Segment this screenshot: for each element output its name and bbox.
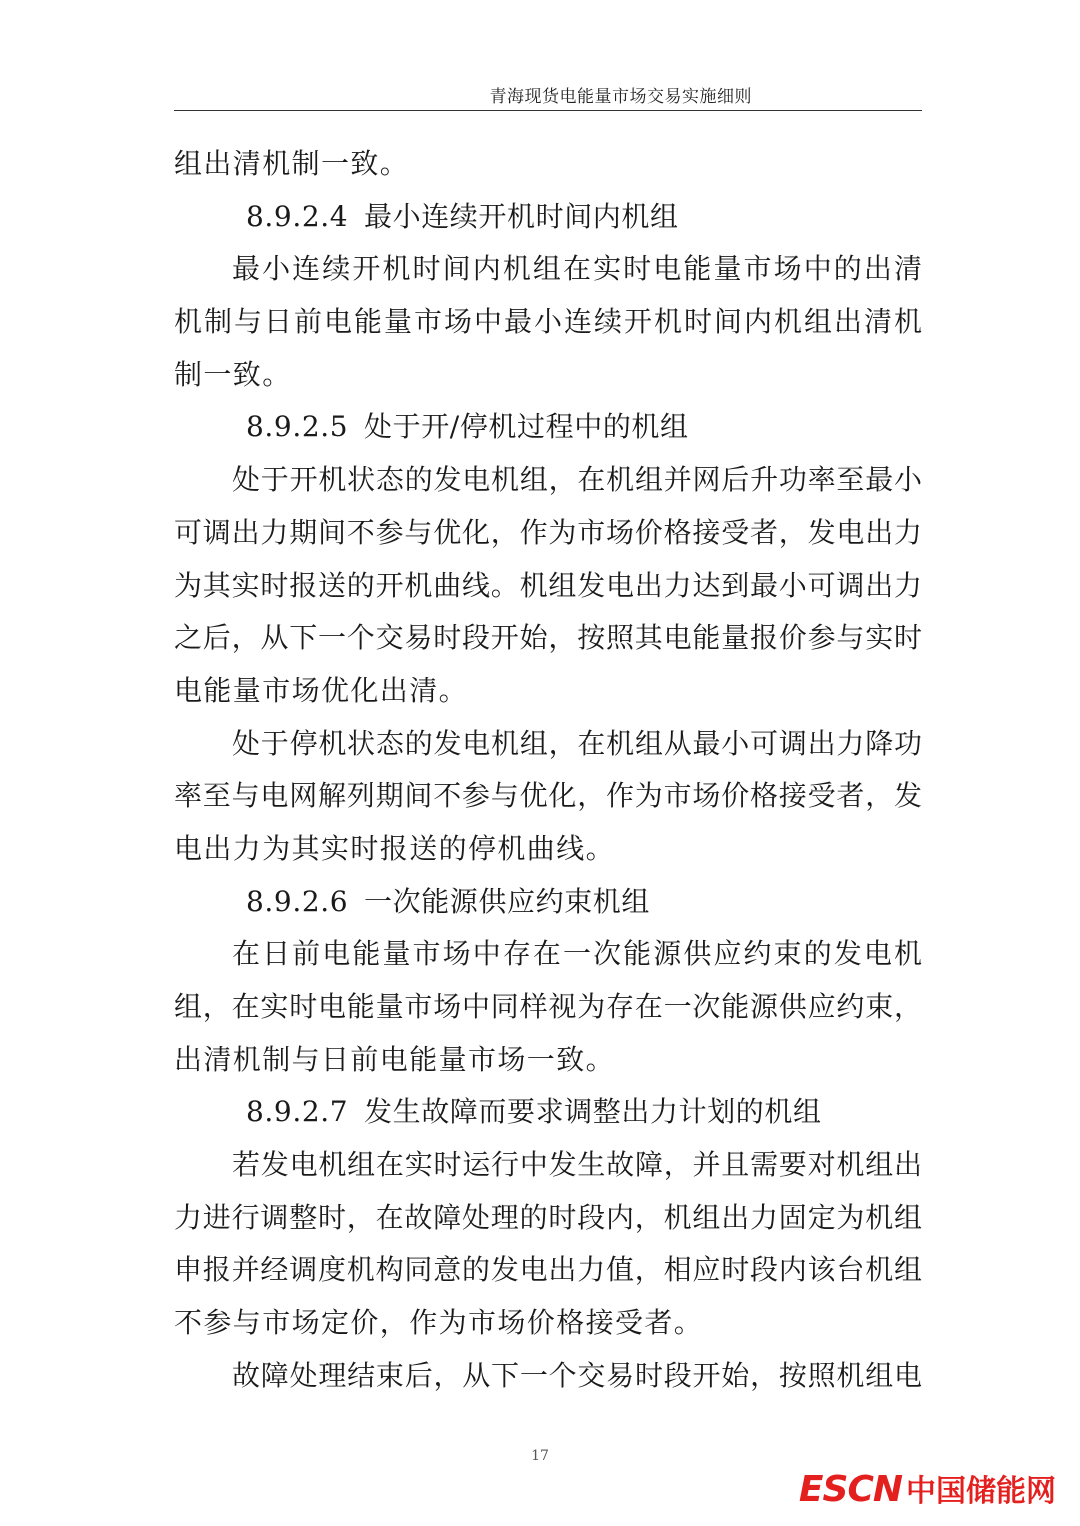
logo-chinese-text: 中国储能网 <box>906 1474 1056 1509</box>
paragraph-line: 力进行调整时，在故障处理的时段内，机组出力固定为机组 <box>174 1200 922 1234</box>
paragraph-line: 申报并经调度机构同意的发电出力值，相应时段内该台机组 <box>174 1253 922 1287</box>
section-number: 8.9.2.6 <box>246 884 349 918</box>
paragraph-line: 电出力为其实时报送的停机曲线。 <box>174 831 616 865</box>
section-number: 8.9.2.5 <box>246 410 349 444</box>
page-header <box>174 70 922 111</box>
paragraph-line: 可调出力期间不参与优化，作为市场价格接受者，发电出力 <box>174 515 922 549</box>
document-title: 青海现货电能量市场交易实施细则 <box>489 87 752 107</box>
section-heading <box>174 1086 922 1139</box>
paragraph-line: 率至与电网解列期间不参与优化，作为市场价格接受者，发 <box>174 779 922 813</box>
paragraph-line: 组，在实时电能量市场中同样视为存在一次能源供应约束， <box>174 990 922 1023</box>
section-heading <box>174 191 922 244</box>
paragraph-line: 处于开机状态的发电机组，在机组并网后升功率至最小 <box>232 463 922 497</box>
paragraph-line: 在日前电能量市场中存在一次能源供应约束的发电机 <box>232 937 922 971</box>
section-number: 8.9.2.4 <box>246 199 349 233</box>
document-body <box>174 138 922 1403</box>
paragraph-line: 故障处理结束后，从下一个交易时段开始，按照机组电 <box>232 1358 922 1392</box>
paragraph-line: 机制与日前电能量市场中最小连续开机时间内机组出清机 <box>174 305 922 339</box>
paragraph-line: 制一致。 <box>174 357 292 391</box>
paragraph-line: 出清机制与日前电能量市场一致。 <box>174 1042 616 1076</box>
section-title: 一次能源供应约束机组 <box>364 884 651 918</box>
section-title: 处于开/停机过程中的机组 <box>364 410 689 444</box>
page-number: 17 <box>531 1448 549 1464</box>
paragraph-line: 不参与市场定价，作为市场价格接受者。 <box>174 1306 704 1340</box>
escn-logo <box>799 1466 1056 1510</box>
section-heading <box>174 876 922 929</box>
logo-latin-text: ESCN <box>798 1469 902 1510</box>
paragraph-line: 为其实时报送的开机曲线。机组发电出力达到最小可调出力 <box>174 568 922 602</box>
section-number: 8.9.2.7 <box>246 1095 349 1129</box>
paragraph-line: 最小连续开机时间内机组在实时电能量市场中的出清 <box>232 252 922 286</box>
paragraph-line: 处于停机状态的发电机组，在机组从最小可调出力降功 <box>232 726 922 760</box>
paragraph-line: 电能量市场优化出清。 <box>174 673 469 707</box>
section-title: 最小连续开机时间内机组 <box>364 199 679 233</box>
paragraph-line: 若发电机组在实时运行中发生故障，并且需要对机组出 <box>232 1148 922 1182</box>
section-title: 发生故障而要求调整出力计划的机组 <box>364 1095 822 1129</box>
section-heading <box>174 401 922 454</box>
paragraph-line: 组出清机制一致。 <box>174 147 410 180</box>
paragraph-line: 之后，从下一个交易时段开始，按照其电能量报价参与实时 <box>174 621 922 655</box>
